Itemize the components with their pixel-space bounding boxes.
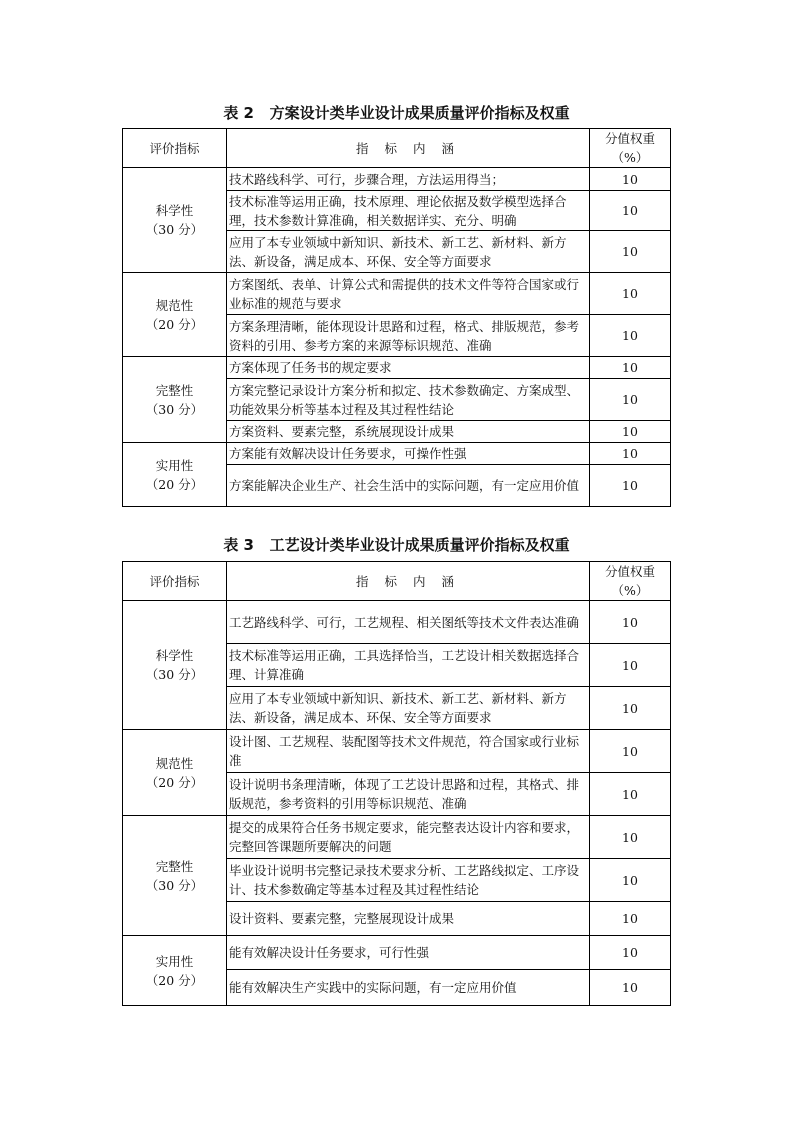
weight-value: 10 [590, 644, 671, 687]
table-row [123, 936, 671, 970]
weight-value: 10 [590, 273, 671, 315]
weight-value: 10 [590, 357, 671, 379]
category-cell [123, 730, 227, 816]
category-name: 完整性 [155, 382, 194, 398]
table-row [123, 273, 671, 315]
criterion-text: 方案体现了任务书的规定要求 [227, 357, 590, 379]
category-score: （20 分） [145, 476, 204, 492]
category-score: （20 分） [145, 774, 204, 790]
table2-caption: 表 2 方案设计类毕业设计成果质量评价指标及权重 [223, 104, 570, 122]
category-score: （20 分） [145, 972, 204, 988]
criterion-text: 提交的成果符合任务书规定要求，能完整表达设计内容和要求，完整回答课题所要解决的问题 [227, 816, 590, 859]
table-header-row [123, 129, 671, 168]
criterion-text: 方案资料、要素完整，系统展现设计成果 [227, 421, 590, 443]
table2 [122, 128, 671, 507]
criterion-text: 工艺路线科学、可行，工艺规程、相关图纸等技术文件表达准确 [227, 601, 590, 644]
header-weight: 分值权重（%） [590, 562, 671, 601]
weight-value: 10 [590, 191, 671, 231]
category-cell [123, 357, 227, 443]
criterion-text: 技术路线科学、可行，步骤合理，方法运用得当； [227, 168, 590, 191]
weight-value: 10 [590, 936, 671, 970]
weight-value: 10 [590, 859, 671, 902]
category-name: 规范性 [155, 297, 194, 313]
header-content: 指 标 内 涵 [227, 562, 590, 601]
category-score: （30 分） [145, 222, 204, 237]
category-cell [123, 168, 227, 273]
table-row [123, 357, 671, 379]
criterion-text: 方案图纸、表单、计算公式和需提供的技术文件等符合国家或行业标准的规范与要求 [227, 273, 590, 315]
category-name: 规范性 [155, 755, 194, 771]
weight-value: 10 [590, 816, 671, 859]
weight-value: 10 [590, 773, 671, 816]
category-name: 实用性 [155, 457, 194, 473]
category-name: 科学性 [155, 648, 194, 663]
weight-value: 10 [590, 315, 671, 357]
weight-value: 10 [590, 443, 671, 465]
category-score: （20 分） [145, 316, 204, 332]
weight-value: 10 [590, 465, 671, 507]
category-cell [123, 816, 227, 936]
header-indicator: 评价指标 [123, 562, 227, 601]
table3-caption: 表 3 工艺设计类毕业设计成果质量评价指标及权重 [223, 536, 570, 554]
criterion-text: 技术标准等运用正确，工具选择恰当，工艺设计相关数据选择合理、计算准确 [227, 644, 590, 687]
weight-value: 10 [590, 687, 671, 730]
category-score: （30 分） [145, 401, 204, 417]
weight-value: 10 [590, 168, 671, 191]
category-cell [123, 273, 227, 357]
criterion-text: 设计图、工艺规程、装配图等技术文件规范，符合国家或行业标准 [227, 730, 590, 773]
criterion-text: 设计说明书条理清晰，体现了工艺设计思路和过程，其格式、排版规范，参考资料的引用等标识规范、准确 [227, 773, 590, 816]
weight-value: 10 [590, 730, 671, 773]
header-weight: 分值权重（%） [590, 129, 671, 168]
category-name: 完整性 [155, 858, 194, 874]
weight-value: 10 [590, 601, 671, 644]
category-name: 科学性 [155, 203, 194, 218]
weight-value: 10 [590, 902, 671, 936]
table-row [123, 816, 671, 859]
table-row [123, 730, 671, 773]
table-row [123, 601, 671, 644]
category-score: （30 分） [145, 667, 204, 682]
criterion-text: 能有效解决生产实践中的实际问题，有一定应用价值 [227, 970, 590, 1006]
header-content: 指 标 内 涵 [227, 129, 590, 168]
table3 [122, 561, 671, 1006]
criterion-text: 应用了本专业领域中新知识、新技术、新工艺、新材料、新方法、新设备，满足成本、环保、安全等方面要求 [227, 687, 590, 730]
weight-value: 10 [590, 379, 671, 421]
weight-value: 10 [590, 231, 671, 273]
table-row [123, 168, 671, 191]
criterion-text: 能有效解决设计任务要求，可行性强 [227, 936, 590, 970]
weight-value: 10 [590, 970, 671, 1006]
criterion-text: 方案能解决企业生产、社会生活中的实际问题，有一定应用价值 [227, 465, 590, 507]
category-score: （30 分） [145, 877, 204, 893]
criterion-text: 毕业设计说明书完整记录技术要求分析、工艺路线拟定、工序设计、技术参数确定等基本过程及其过程性结论 [227, 859, 590, 902]
header-indicator: 评价指标 [123, 129, 227, 168]
table-header-row [123, 562, 671, 601]
table-row [123, 443, 671, 465]
category-cell [123, 936, 227, 1006]
criterion-text: 技术标准等运用正确，技术原理、理论依据及数学模型选择合理，技术参数计算准确，相关数据详实、充分、明确 [227, 191, 590, 231]
category-name: 实用性 [155, 953, 194, 969]
criterion-text: 应用了本专业领域中新知识、新技术、新工艺、新材料、新方法、新设备，满足成本、环保、安全等方面要求 [227, 231, 590, 273]
criterion-text: 方案能有效解决设计任务要求，可操作性强 [227, 443, 590, 465]
criterion-text: 方案完整记录设计方案分析和拟定、技术参数确定、方案成型、功能效果分析等基本过程及其过程性结论 [227, 379, 590, 421]
criterion-text: 设计资料、要素完整，完整展现设计成果 [227, 902, 590, 936]
category-cell [123, 601, 227, 730]
criterion-text: 方案条理清晰，能体现设计思路和过程，格式、排版规范，参考资料的引用、参考方案的来源等标识规范、准确 [227, 315, 590, 357]
category-cell [123, 443, 227, 507]
weight-value: 10 [590, 421, 671, 443]
